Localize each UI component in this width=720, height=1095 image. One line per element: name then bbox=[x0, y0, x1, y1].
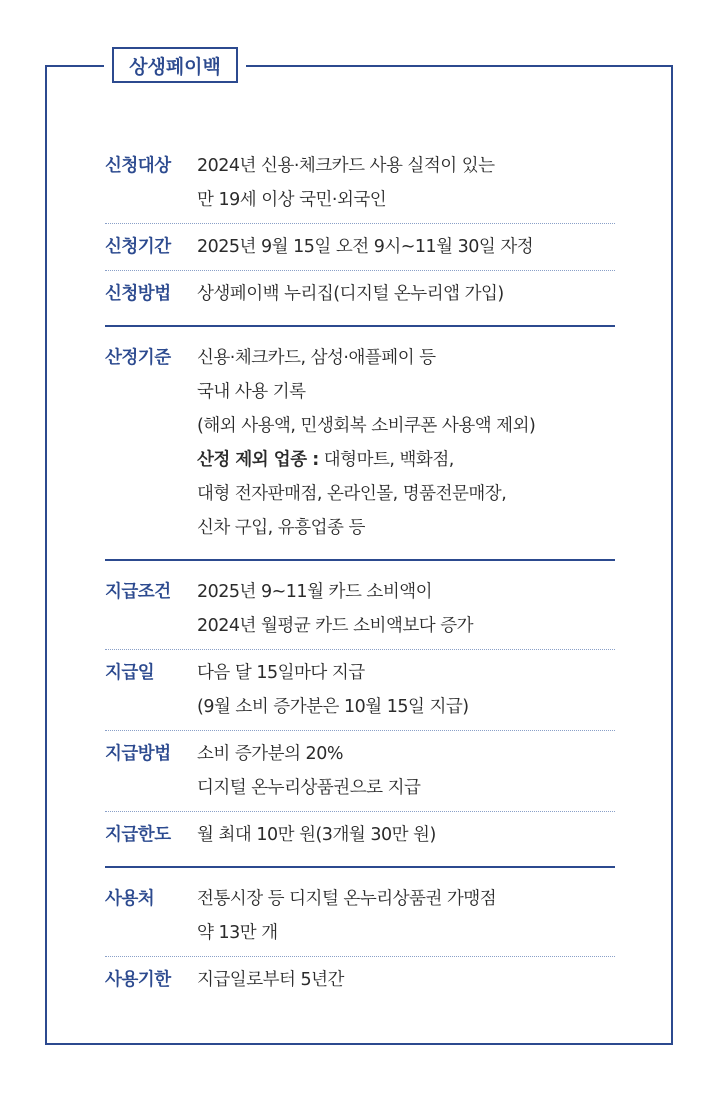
solid-divider bbox=[105, 866, 615, 868]
row-value bbox=[197, 149, 615, 217]
value-line: 2025년 9~11월 카드 소비액이 bbox=[197, 582, 433, 602]
value-line: 2025년 9월 15일 오전 9시~11월 30일 자정 bbox=[197, 237, 534, 257]
row-label: 신청기간 bbox=[105, 237, 171, 257]
row-label: 신청대상 bbox=[105, 156, 171, 176]
solid-divider bbox=[105, 325, 615, 327]
info-row-application-method bbox=[105, 271, 615, 317]
value-line: 국내 사용 기록 bbox=[197, 382, 306, 402]
row-label: 지급방법 bbox=[105, 744, 171, 764]
value-line: 약 13만 개 bbox=[197, 923, 278, 943]
value-line: 2024년 월평균 카드 소비액보다 증가 bbox=[197, 616, 474, 636]
row-value bbox=[197, 882, 615, 950]
value-line: 신차 구입, 유흥업종 등 bbox=[197, 518, 365, 538]
value-line: 만 19세 이상 국민·외국인 bbox=[197, 190, 387, 210]
info-row-application-period bbox=[105, 224, 615, 270]
exclusion-title: 산정 제외 업종 : bbox=[197, 450, 319, 470]
row-value bbox=[197, 341, 615, 545]
value-line: 월 최대 10만 원(3개월 30만 원) bbox=[197, 825, 436, 845]
row-value bbox=[197, 963, 615, 997]
page-title: 상생페이백 bbox=[112, 47, 238, 83]
row-value bbox=[197, 575, 615, 643]
info-row-application-target bbox=[105, 143, 615, 223]
value-line: 상생페이백 누리집(디지털 온누리앱 가입) bbox=[197, 284, 504, 304]
row-value bbox=[197, 230, 615, 264]
row-value bbox=[197, 818, 615, 852]
row-label: 산정기준 bbox=[105, 348, 171, 368]
value-line: 소비 증가분의 20% bbox=[197, 744, 343, 764]
value-line: 다음 달 15일마다 지급 bbox=[197, 663, 365, 683]
row-label: 사용처 bbox=[105, 889, 155, 909]
value-line: 2024년 신용·체크카드 사용 실적이 있는 bbox=[197, 156, 495, 176]
value-line: 신용·체크카드, 삼성·애플페이 등 bbox=[197, 348, 436, 368]
info-row-payment-method bbox=[105, 731, 615, 811]
row-label: 지급조건 bbox=[105, 582, 171, 602]
info-row-payment-limit bbox=[105, 812, 615, 858]
row-value bbox=[197, 277, 615, 311]
value-line: 대형 전자판매점, 온라인몰, 명품전문매장, bbox=[197, 484, 507, 504]
info-row-calculation-criteria bbox=[105, 335, 615, 551]
info-content bbox=[105, 143, 615, 1003]
row-label: 지급한도 bbox=[105, 825, 171, 845]
exclusion-line bbox=[197, 443, 615, 477]
exclusion-text: 대형마트, 백화점, bbox=[318, 450, 454, 470]
value-line: (해외 사용액, 민생회복 소비쿠폰 사용액 제외) bbox=[197, 416, 536, 436]
row-label: 사용기한 bbox=[105, 970, 171, 990]
value-line: 디지털 온누리상품권으로 지급 bbox=[197, 778, 421, 798]
value-line: (9월 소비 증가분은 10월 15일 지급) bbox=[197, 697, 469, 717]
row-value bbox=[197, 656, 615, 724]
info-row-payment-condition bbox=[105, 569, 615, 649]
row-value bbox=[197, 737, 615, 805]
row-label: 지급일 bbox=[105, 663, 155, 683]
row-label: 신청방법 bbox=[105, 284, 171, 304]
value-line: 전통시장 등 디지털 온누리상품권 가맹점 bbox=[197, 889, 497, 909]
info-row-payment-date bbox=[105, 650, 615, 730]
value-line: 지급일로부터 5년간 bbox=[197, 970, 344, 990]
title-tab bbox=[104, 44, 246, 86]
info-row-usage-place bbox=[105, 876, 615, 956]
info-row-usage-period bbox=[105, 957, 615, 1003]
solid-divider bbox=[105, 559, 615, 561]
